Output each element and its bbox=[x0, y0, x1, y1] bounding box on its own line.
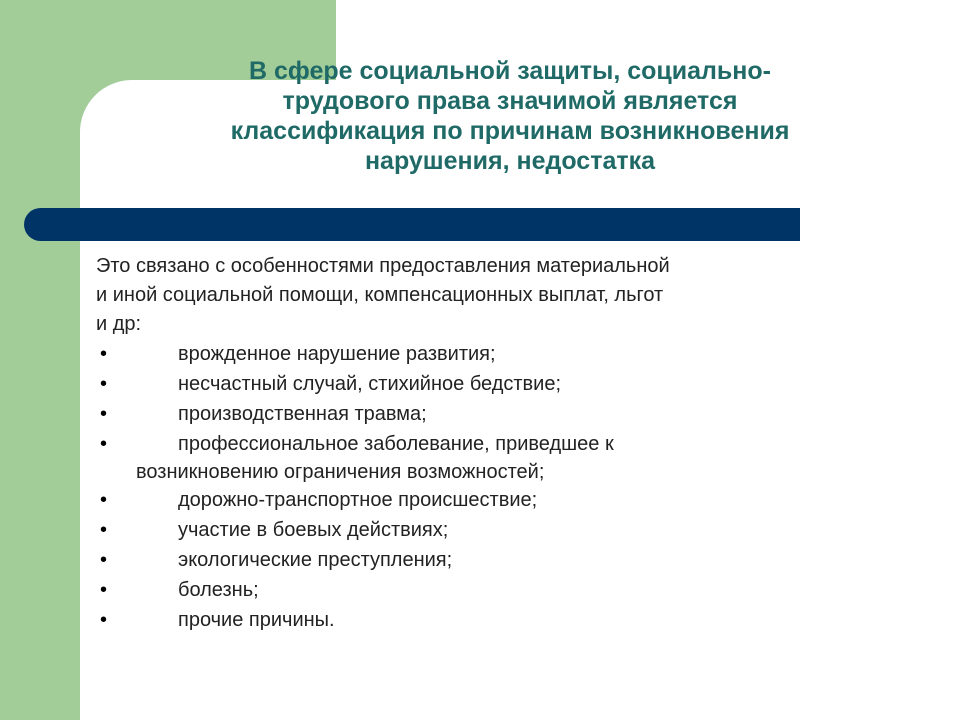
list-item-text: прочие причины. bbox=[178, 609, 335, 631]
list-item bbox=[96, 605, 876, 635]
title-line: трудового права значимой является bbox=[282, 87, 738, 115]
list-item-text: дорожно-транспортное происшествие; bbox=[178, 489, 538, 511]
list-item bbox=[96, 369, 876, 399]
causes-list bbox=[96, 339, 876, 635]
list-item-text: участие в боевых действиях; bbox=[178, 519, 449, 541]
bullet-icon: • bbox=[100, 579, 108, 601]
intro-line: и иной социальной помощи, компенсационных выплат, льгот bbox=[96, 284, 664, 306]
title-line: классификация по причинам возникновения bbox=[230, 117, 790, 145]
bullet-icon: • bbox=[100, 609, 108, 631]
title-line: нарушения, недостатка bbox=[364, 147, 656, 175]
list-item-text: экологические преступления; bbox=[178, 549, 453, 571]
slide-title bbox=[110, 56, 910, 176]
list-item bbox=[96, 575, 876, 605]
list-item bbox=[96, 339, 876, 369]
list-item-text: врожденное нарушение развития; bbox=[178, 343, 496, 365]
intro-line: Это связано с особенностями предоставления материальной bbox=[96, 255, 670, 277]
bullet-icon: • bbox=[100, 373, 108, 395]
list-item bbox=[96, 429, 876, 485]
bullet-icon: • bbox=[100, 489, 108, 511]
bullet-icon: • bbox=[100, 519, 108, 541]
list-item bbox=[96, 485, 876, 515]
list-item-text: несчастный случай, стихийное бедствие; bbox=[178, 373, 562, 395]
bullet-icon: • bbox=[100, 549, 108, 571]
intro-paragraph bbox=[96, 252, 876, 339]
bullet-icon: • bbox=[100, 343, 108, 365]
bullet-icon: • bbox=[100, 403, 108, 425]
list-item-text: болезнь; bbox=[178, 579, 259, 601]
bullet-icon: • bbox=[100, 433, 108, 455]
list-item bbox=[96, 399, 876, 429]
title-divider-bar bbox=[24, 208, 800, 241]
list-item-text: производственная травма; bbox=[178, 403, 427, 425]
list-item bbox=[96, 515, 876, 545]
slide-body bbox=[96, 252, 876, 635]
list-item bbox=[96, 545, 876, 575]
list-item-text-line: профессиональное заболевание, приведшее к bbox=[178, 433, 614, 455]
list-item-text bbox=[96, 429, 876, 485]
list-item-text-continuation: возникновению ограничения возможностей; bbox=[136, 461, 545, 483]
intro-line: и др: bbox=[96, 313, 142, 335]
title-line: В сфере социальной защиты, социально- bbox=[249, 57, 771, 85]
